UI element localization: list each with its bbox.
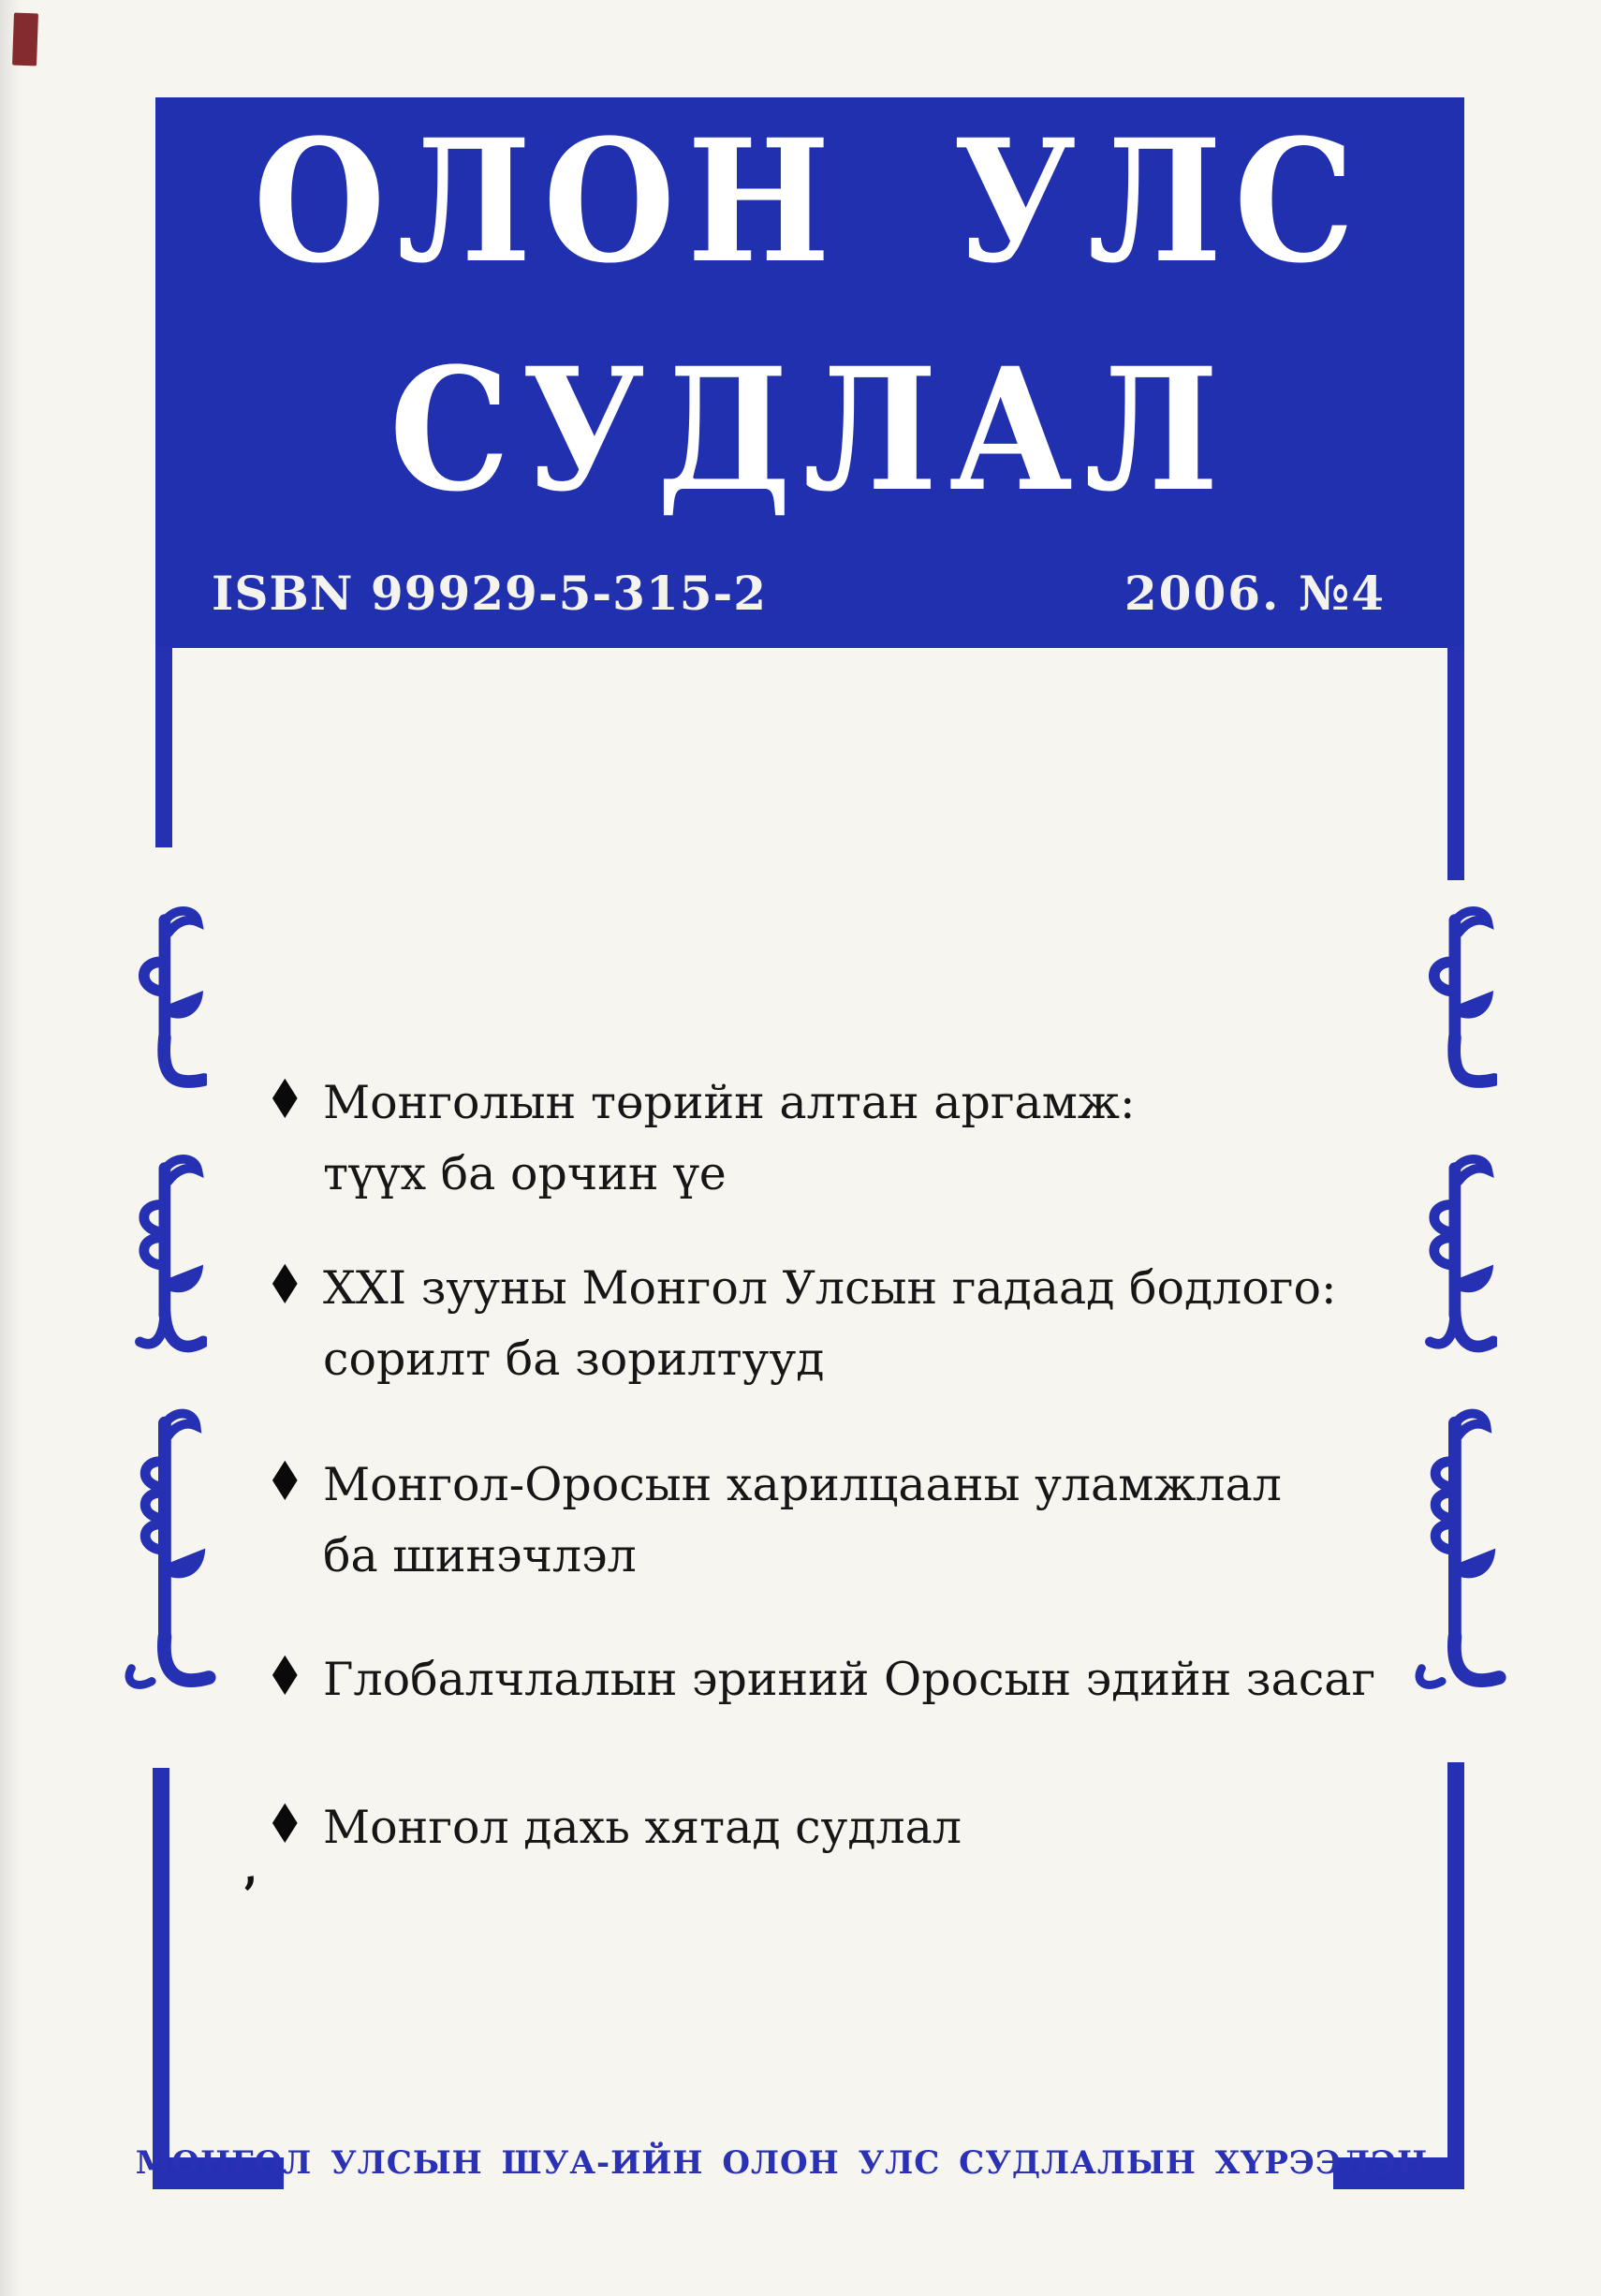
toc-item-text: Монгол дахь хятад судлал xyxy=(323,1801,962,1854)
diamond-bullet-icon: ♦ xyxy=(265,1792,305,1856)
page-edge-shading xyxy=(0,0,21,2296)
mongolian-script-ornament xyxy=(1388,1405,1510,1709)
toc-item xyxy=(265,1253,1388,1395)
mongolian-script-ornament xyxy=(1403,1152,1497,1386)
diamond-bullet-icon: ♦ xyxy=(265,1253,305,1317)
mongolian-script-ornament xyxy=(98,1405,220,1709)
stray-ink-mark: , xyxy=(238,1842,260,1894)
diamond-bullet-icon: ♦ xyxy=(265,1067,305,1131)
mongolian-script-ornament xyxy=(1403,904,1497,1124)
toc-item-text: ба шинэчлэл xyxy=(323,1529,637,1582)
masthead-block xyxy=(155,97,1464,648)
issue-label: 2006. №4 xyxy=(1124,566,1386,621)
toc-item-text: Монголын төрийн алтан аргамж: xyxy=(323,1076,1136,1129)
institute-name: МОНГОЛ УЛСЫН ШУА-ИЙН ОЛОН УЛС СУДЛАЛЫН ХҮРЭЭЛЭН xyxy=(135,2144,1429,2182)
right-rail-top xyxy=(1447,646,1464,880)
left-rail-top xyxy=(155,646,172,847)
left-rail-bottom xyxy=(153,1768,169,2189)
journal-title-line1: ОЛОН УЛС xyxy=(253,103,1367,301)
toc-item xyxy=(265,1792,1388,1863)
toc-item xyxy=(265,1644,1388,1715)
diamond-bullet-icon: ♦ xyxy=(265,1450,305,1513)
mongolian-script-ornament xyxy=(113,904,207,1124)
toc-item xyxy=(265,1450,1388,1592)
diamond-bullet-icon: ♦ xyxy=(265,1644,305,1708)
corner-mark xyxy=(12,13,38,66)
mongolian-script-ornament xyxy=(113,1152,207,1386)
toc-item xyxy=(265,1067,1388,1210)
toc-item-text: Монгол-Оросын харилцааны уламжлал xyxy=(323,1458,1282,1511)
isbn-label: ISBN 99929-5-315-2 xyxy=(212,566,768,621)
toc-item-text: Глобалчлалын эриний Оросын эдийн засаг xyxy=(323,1653,1376,1706)
right-rail-bottom xyxy=(1447,1762,1464,2189)
toc-item-text: түүх ба орчин үе xyxy=(323,1147,727,1200)
journal-title-line2: СУДЛАЛ xyxy=(389,331,1231,529)
toc-item-text: сорилт ба зорилтууд xyxy=(323,1332,825,1386)
toc-item-text: XXI зууны Монгол Улсын гадаад бодлого: xyxy=(323,1261,1337,1315)
